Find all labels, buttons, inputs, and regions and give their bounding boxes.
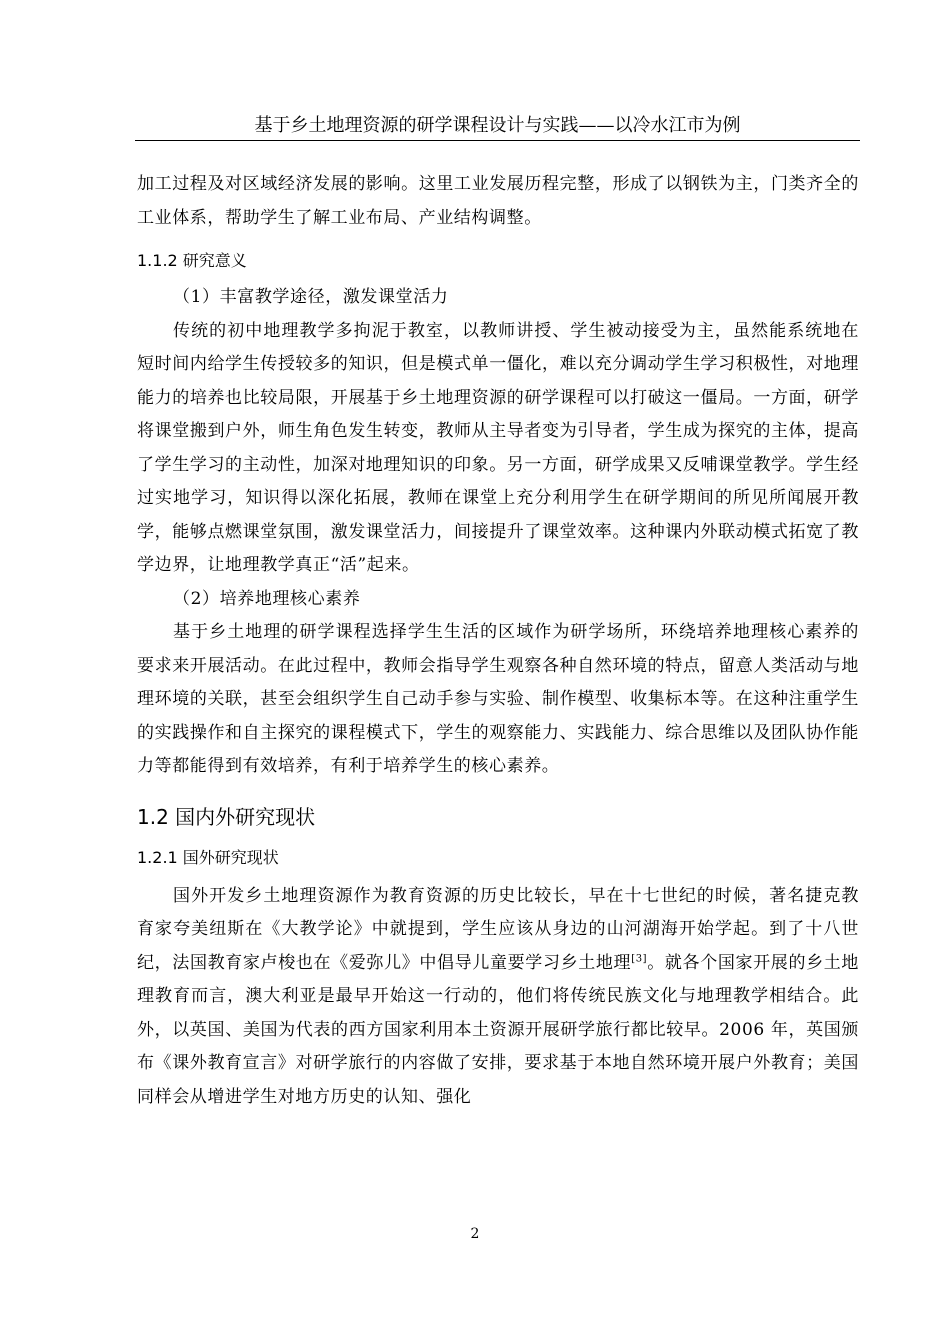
- running-header: 基于乡土地理资源的研学课程设计与实践——以冷水江市为例: [135, 114, 860, 141]
- section-heading-1-2-1: 1.2.1 国外研究现状: [137, 847, 279, 867]
- paragraph-continued: 加工过程及对区域经济发展的影响。这里工业发展历程完整，形成了以钢铁为主，门类齐全的工业体系，帮助学生了解工业布局、产业结构调整。: [137, 174, 859, 228]
- page-body: [137, 168, 859, 1114]
- citation-ref[interactable]: [3]: [631, 952, 648, 964]
- section-heading-1-1-2: 1.1.2 研究意义: [137, 251, 247, 270]
- paragraph-3: [137, 880, 859, 1115]
- subheading-2: （2）培养地理核心素养: [173, 588, 361, 609]
- paragraph-3-part-b: 。就各个国家开展的乡土地理教育而言，澳大利亚是最早开始这一行动的，他们将传统民族文化与地理教学相结合。此外，以英国、美国为代表的西方国家利用本土资源开展研学旅行都比较早。2006 年，英国颁布《课外教育宣言》对研学旅行的内容做了安排，要求基于本地自然环境开展户外教育；美国同样会从增进学生对地方历史的认知、强化: [137, 952, 859, 1107]
- paragraph-1: 传统的初中地理教学多拘泥于教室，以教师讲授、学生被动接受为主，虽然能系统地在短时间内给学生传授较多的知识，但是模式单一僵化，难以充分调动学生学习积极性，对地理能力的培养也比较局限，开展基于乡土地理资源的研学课程可以打破这一僵局。一方面，研学将课堂搬到户外，师生角色发生转变，教师从主导者变为引导者，学生成为探究的主体，提高了学生学习的主动性，加深对地理知识的印象。另一方面，研学成果又反哺课堂教学。学生经过实地学习，知识得以深化拓展，教师在课堂上充分利用学生在研学期间的所见所闻展开教学，能够点燃课堂氛围，激发课堂活力，间接提升了课堂效率。这种课内外联动模式拓宽了教学边界，让地理教学真正“活”起来。: [137, 320, 859, 575]
- section-heading-1-2: 1.2 国内外研究现状: [137, 804, 316, 829]
- paragraph-2: 基于乡土地理的研学课程选择学生生活的区域作为研学场所，环绕培养地理核心素养的要求来开展活动。在此过程中，教师会指导学生观察各种自然环境的特点，留意人类活动与地理环境的关联，甚至会组织学生自己动手参与实验、制作模型、收集标本等。在这种注重学生的实践操作和自主探究的课程模式下，学生的观察能力、实践能力、综合思维以及团队协作能力等都能得到有效培养，有利于培养学生的核心素养。: [137, 622, 859, 776]
- subheading-1: （1）丰富教学途径，激发课堂活力: [173, 287, 449, 307]
- paragraph-3-part-a: 国外开发乡土地理资源作为教育资源的历史比较长，早在十七世纪的时候，著名捷克教育家夸美纽斯在《大教学论》中就提到，学生应该从身边的山河湖海开始学起。到了十八世纪，法国教育家卢梭也在《爱弥儿》中倡导儿童要学习乡土地理: [137, 885, 859, 973]
- page-number: 2: [470, 1226, 480, 1242]
